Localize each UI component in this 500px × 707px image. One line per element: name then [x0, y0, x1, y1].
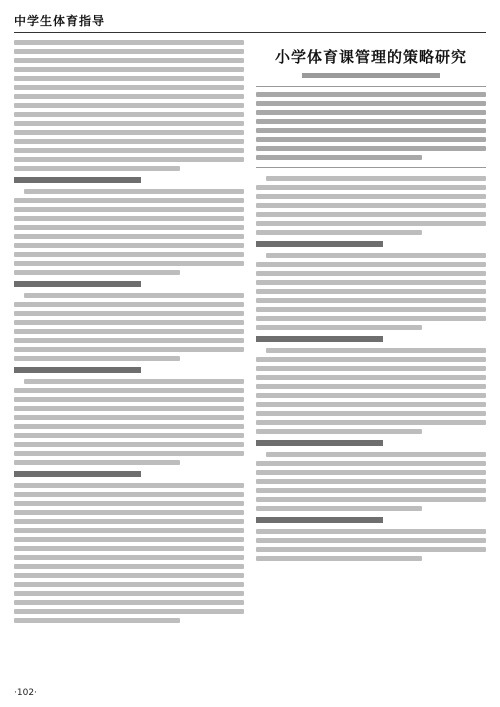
abstract-text-line: [256, 146, 486, 151]
reference-line: [256, 556, 422, 561]
body-text-line: [14, 216, 244, 221]
body-text-line: [14, 442, 244, 447]
body-text-line: [266, 176, 486, 181]
body-text-line: [256, 488, 486, 493]
body-text-line: [256, 429, 422, 434]
body-text-line: [14, 103, 244, 108]
body-text-line: [14, 356, 180, 361]
abstract-text-line: [256, 119, 486, 124]
body-text-line: [256, 280, 486, 285]
left-column: [14, 40, 244, 685]
body-text-line: [14, 112, 244, 117]
reference-line: [14, 555, 244, 560]
reference-line: [14, 591, 244, 596]
body-text-line: [266, 452, 486, 457]
body-text-line: [256, 221, 486, 226]
reference-line: [14, 546, 244, 551]
body-text-line: [256, 298, 486, 303]
body-text-line: [14, 320, 244, 325]
body-text-line: [266, 253, 486, 258]
references-heading: [14, 471, 141, 477]
body-text-line: [256, 366, 486, 371]
reference-line: [14, 528, 244, 533]
article-title: 小学体育课管理的策略研究: [274, 48, 467, 66]
reference-line: [14, 492, 244, 497]
reference-line: [14, 618, 180, 623]
abstract-block: [256, 86, 486, 168]
body-text-line: [14, 207, 244, 212]
body-text-line: [256, 497, 486, 502]
body-text-line: [14, 270, 180, 275]
abstract-text-line: [256, 101, 486, 106]
body-text-line: [14, 58, 244, 63]
author-affiliation: [302, 73, 440, 78]
abstract-text-line: [256, 92, 486, 97]
journal-title: 中学生体育指导: [14, 14, 106, 28]
body-text-line: [14, 311, 244, 316]
body-text-line: [14, 388, 244, 393]
body-text-line: [14, 76, 244, 81]
reference-line: [14, 537, 244, 542]
keywords-line: [256, 155, 422, 160]
body-text-line: [256, 411, 486, 416]
references-heading: [256, 517, 383, 523]
body-text-line: [256, 194, 486, 199]
reference-line: [14, 510, 244, 515]
body-text-line: [14, 148, 244, 153]
body-text-line: [14, 433, 244, 438]
body-text-line: [14, 415, 244, 420]
body-text-line: [256, 230, 422, 235]
body-text-line: [14, 139, 244, 144]
body-text-line: [24, 293, 244, 298]
abstract-text-line: [256, 137, 486, 142]
body-text-line: [256, 307, 486, 312]
body-text-line: [14, 451, 244, 456]
body-text-line: [14, 338, 244, 343]
reference-line: [256, 547, 486, 552]
body-text-line: [256, 212, 486, 217]
body-text-line: [14, 49, 244, 54]
body-text-line: [24, 379, 244, 384]
reference-line: [14, 600, 244, 605]
body-text-line: [14, 166, 180, 171]
body-text-line: [256, 325, 422, 330]
body-text-line: [24, 189, 244, 194]
abstract-text-line: [256, 110, 486, 115]
reference-line: [14, 582, 244, 587]
body-text-line: [256, 357, 486, 362]
body-text-line: [256, 393, 486, 398]
section-heading: [256, 440, 383, 446]
body-text-line: [256, 289, 486, 294]
body-text-line: [14, 130, 244, 135]
body-text-line: [14, 347, 244, 352]
body-text-line: [14, 406, 244, 411]
right-column: [256, 40, 486, 685]
reference-line: [256, 529, 486, 534]
body-text-line: [14, 424, 244, 429]
body-text-line: [14, 234, 244, 239]
body-text-line: [14, 252, 244, 257]
body-text-line: [256, 375, 486, 380]
body-text-line: [256, 479, 486, 484]
body-text-line: [14, 94, 244, 99]
body-text-line: [256, 316, 486, 321]
body-text-line: [256, 203, 486, 208]
body-text-line: [14, 40, 244, 45]
body-text-line: [14, 157, 244, 162]
section-heading: [14, 177, 141, 183]
reference-line: [14, 519, 244, 524]
abstract-text-line: [256, 128, 486, 133]
journal-header: [14, 10, 486, 33]
body-text-line: [256, 271, 486, 276]
body-text-line: [266, 348, 486, 353]
body-text-line: [256, 185, 486, 190]
reference-line: [14, 483, 244, 488]
section-heading: [256, 336, 383, 342]
body-text-line: [14, 85, 244, 90]
body-text-line: [14, 329, 244, 334]
reference-line: [14, 564, 244, 569]
body-text-line: [14, 261, 244, 266]
reference-line: [256, 538, 486, 543]
body-text-line: [14, 121, 244, 126]
body-text-line: [256, 461, 486, 466]
body-text-line: [256, 384, 486, 389]
body-text-line: [14, 198, 244, 203]
body-text-line: [256, 420, 486, 425]
body-text-line: [256, 506, 422, 511]
body-text-line: [14, 397, 244, 402]
body-text-line: [14, 67, 244, 72]
section-heading: [256, 241, 383, 247]
reference-line: [14, 501, 244, 506]
body-text-line: [14, 460, 180, 465]
body-text-line: [256, 262, 486, 267]
body-text-line: [14, 243, 244, 248]
body-text-line: [14, 302, 244, 307]
page-number: ·102·: [14, 688, 37, 698]
body-text-line: [256, 470, 486, 475]
reference-line: [14, 573, 244, 578]
body-text-line: [256, 402, 486, 407]
body-text-line: [14, 225, 244, 230]
reference-line: [14, 609, 244, 614]
section-heading: [14, 367, 141, 373]
section-heading: [14, 281, 141, 287]
